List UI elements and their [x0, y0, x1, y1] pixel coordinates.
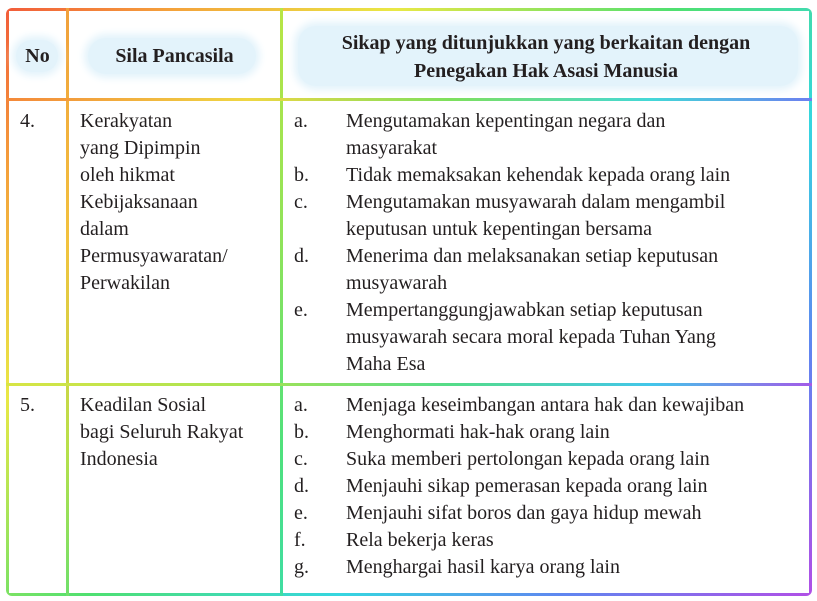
item-text-line: keputusan untuk kepentingan bersama	[346, 218, 653, 240]
item-letter: a.	[294, 394, 308, 416]
sila-text-line: bagi Seluruh Rakyat	[80, 421, 244, 443]
item-text-line: Mengutamakan musyawarah dalam mengambil	[346, 191, 726, 213]
sila-text-line: Perwakilan	[80, 272, 170, 294]
header-no: No	[25, 45, 50, 67]
item-text-line: masyarakat	[346, 137, 438, 159]
divider-col-1	[66, 8, 69, 596]
item-text-line: Menjauhi sifat boros dan gaya hidup mewah	[346, 502, 702, 524]
item-letter: c.	[294, 191, 308, 213]
divider-row	[6, 383, 812, 386]
item-text-line: Menerima dan melaksanakan setiap keputusan	[346, 245, 719, 267]
item-letter: c.	[294, 448, 308, 470]
item-letter: b.	[294, 164, 309, 186]
sila-text-line: Kerakyatan	[80, 110, 173, 132]
item-text-line: Rela bekerja keras	[346, 529, 494, 551]
sila-text-line: Keadilan Sosial	[80, 394, 207, 416]
sila-text-line: Kebijaksanaan	[80, 191, 198, 213]
item-text-line: Menjaga keseimbangan antara hak dan kewajiban	[346, 394, 745, 416]
item-text-line: musyawarah	[346, 272, 448, 294]
sila-text-line: yang Dipimpin	[80, 137, 201, 159]
row-number: 4.	[20, 110, 35, 132]
item-letter: f.	[294, 529, 306, 551]
divider-header	[6, 98, 812, 101]
sila-text-line: oleh hikmat	[80, 164, 175, 186]
item-letter: d.	[294, 475, 309, 497]
item-text-line: musyawarah secara moral kepada Tuhan Yang	[346, 326, 716, 348]
item-text-line: Mempertanggungjawabkan setiap keputusan	[346, 299, 703, 321]
item-text-line: Mengutamakan kepentingan negara dan	[346, 110, 666, 132]
item-text-line: Menghargai hasil karya orang lain	[346, 556, 620, 578]
item-letter: a.	[294, 110, 308, 132]
header-sila: Sila Pancasila	[115, 45, 234, 67]
item-letter: b.	[294, 421, 309, 443]
item-text-line: Menghormati hak-hak orang lain	[346, 421, 610, 443]
item-letter: e.	[294, 299, 308, 321]
header-sikap-line1: Sikap yang ditunjukkan yang berkaitan dengan	[341, 32, 751, 54]
sila-text-line: Permusyawaratan/	[80, 245, 228, 267]
item-text-line: Suka memberi pertolongan kepada orang lain	[346, 448, 710, 470]
sila-text-line: Indonesia	[80, 448, 158, 470]
header-sikap-line2: Penegakan Hak Asasi Manusia	[414, 60, 678, 82]
divider-col-2	[280, 8, 283, 596]
item-letter: d.	[294, 245, 309, 267]
item-text-line: Tidak memaksakan kehendak kepada orang lain	[346, 164, 731, 186]
item-letter: e.	[294, 502, 308, 524]
item-text-line: Menjauhi sikap pemerasan kepada orang lain	[346, 475, 708, 497]
item-text-line: Maha Esa	[346, 353, 426, 375]
item-letter: g.	[294, 556, 309, 578]
row-number: 5.	[20, 394, 35, 416]
sila-text-line: dalam	[80, 218, 129, 240]
